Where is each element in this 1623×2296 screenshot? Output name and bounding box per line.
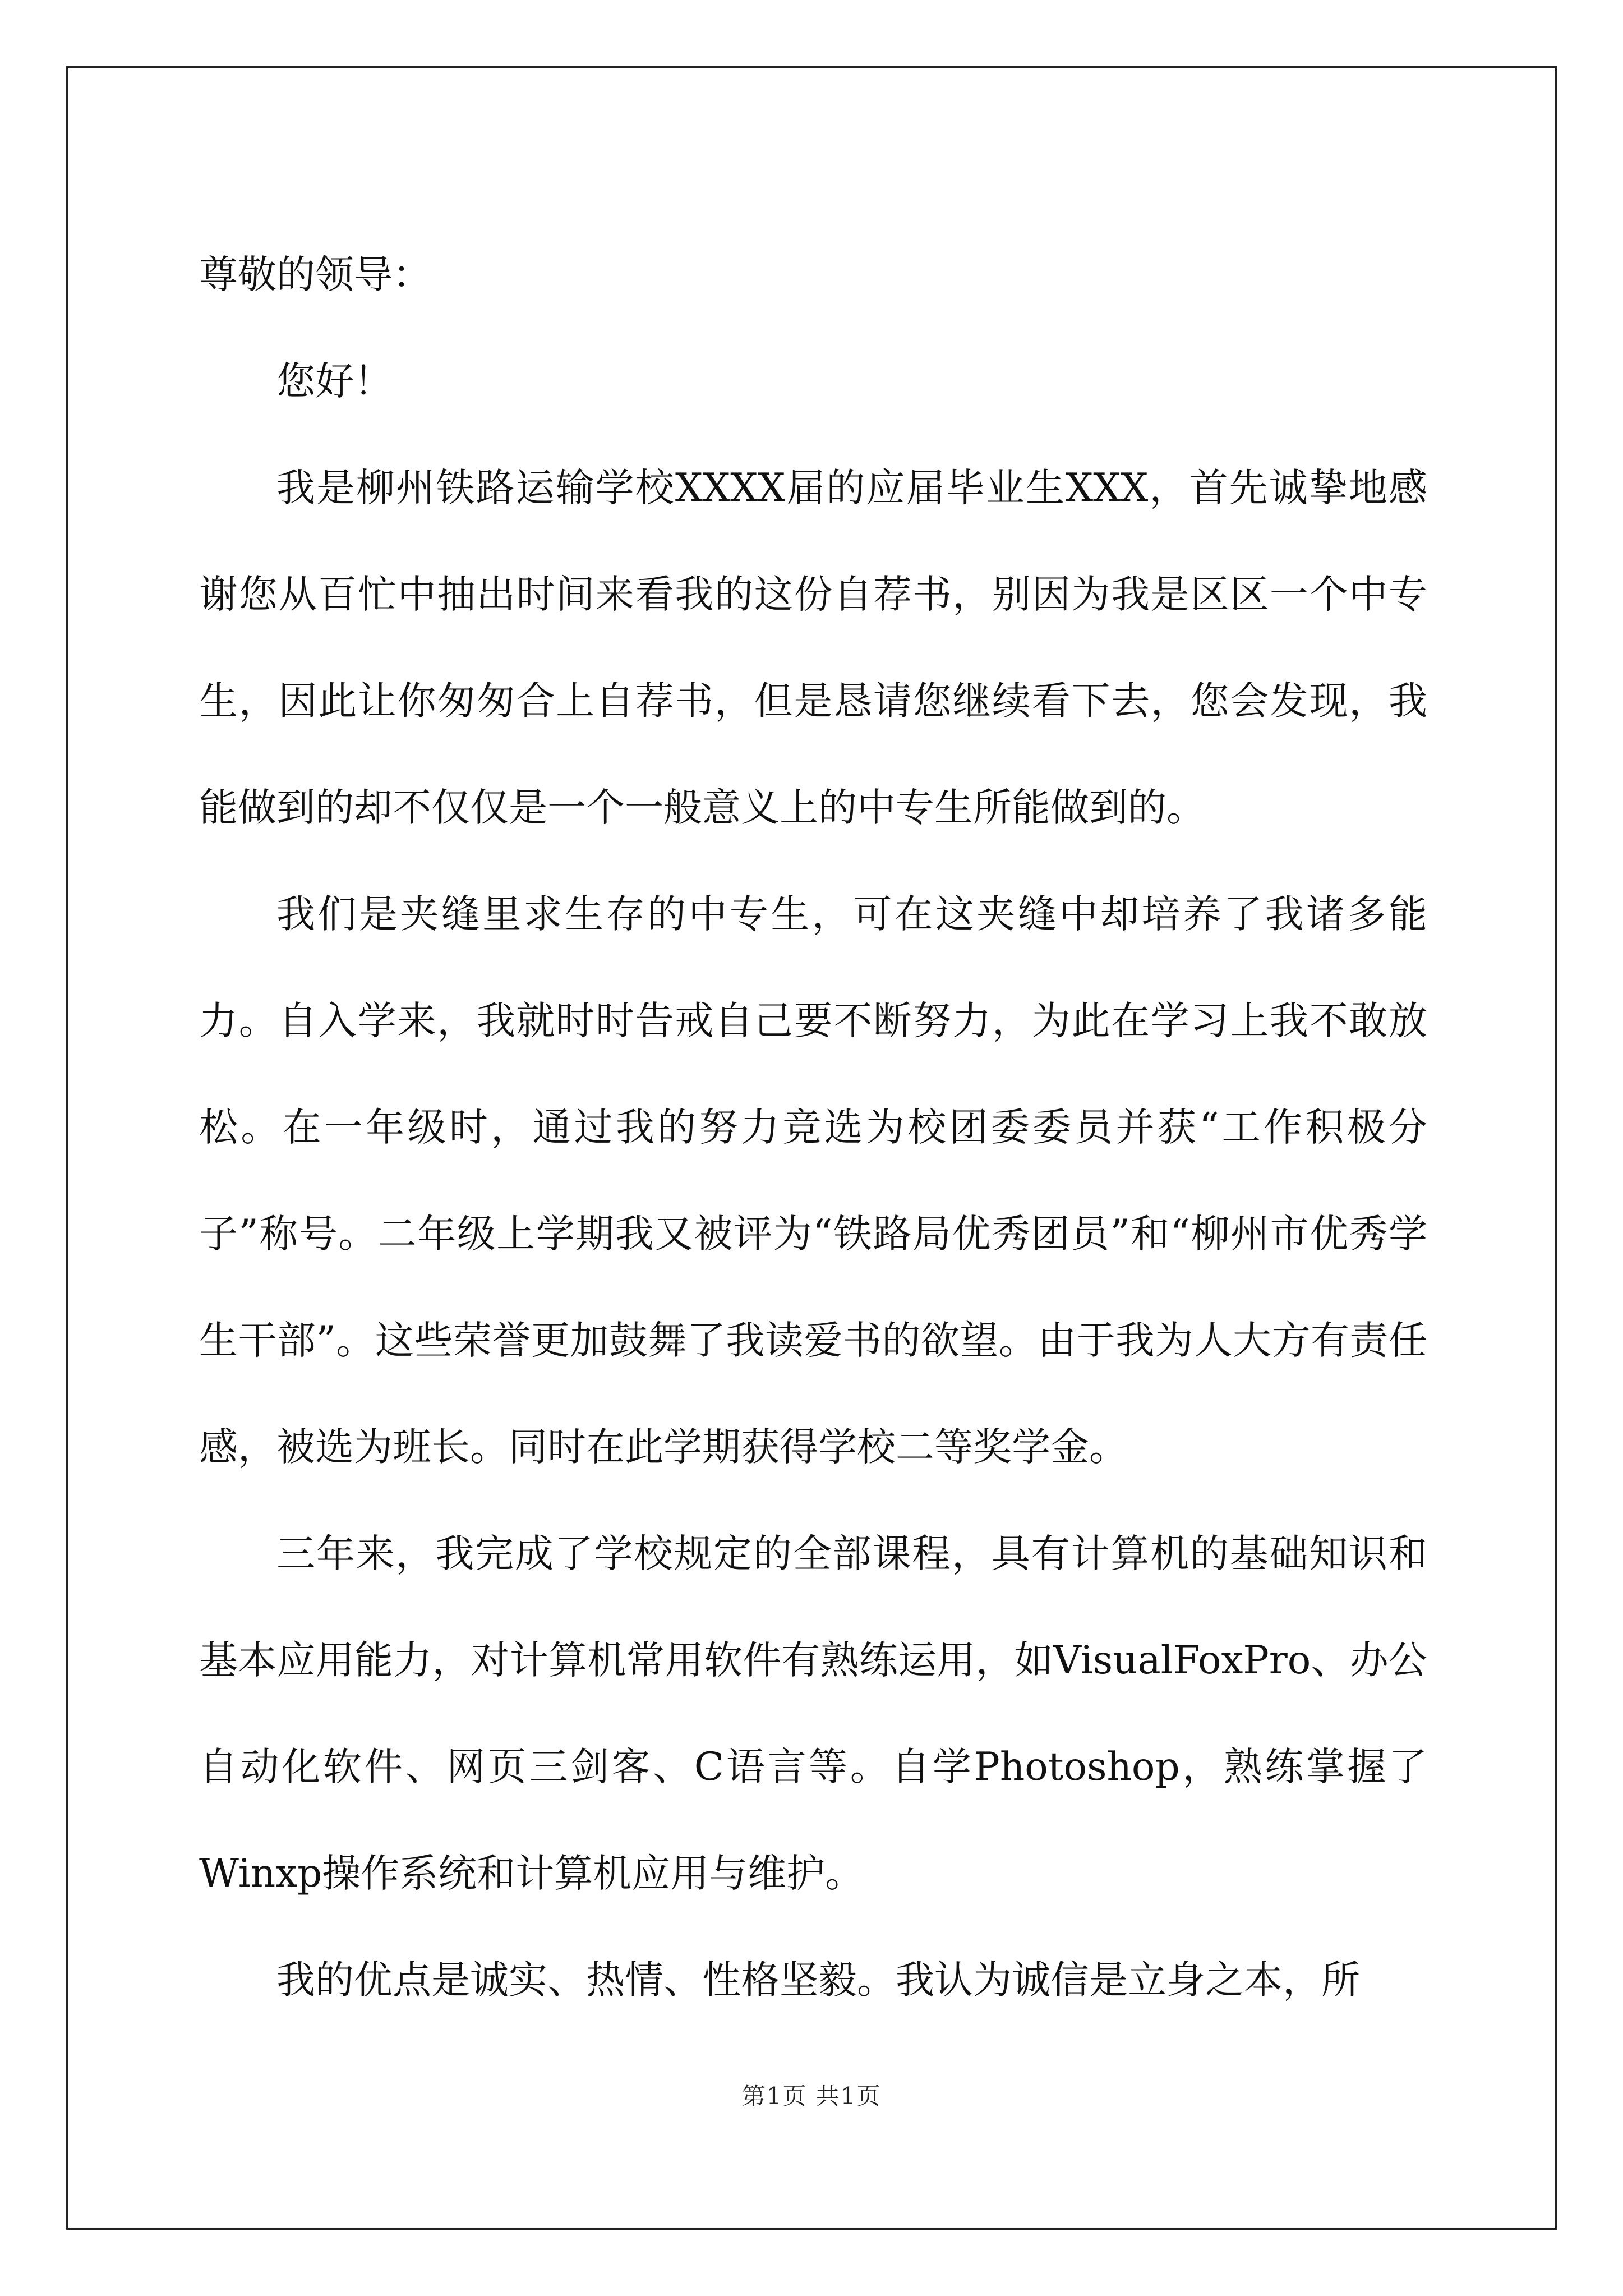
paragraph-achievements: 我们是夹缝里求生存的中专生，可在这夹缝中却培养了我诸多能力。自入学来，我就时时告戒自己要不断努力，为此在学习上我不敢放松。在一年级时，通过我的努力竞选为校团委委员并获“工作积极分子”称号。二年级上学期我又被评为“铁路局优秀团员”和“柳州市优秀学生干部”。这些荣誉更加鼓舞了我读爱书的欲望。由于我为人大方有责任感，被选为班长。同时在此学期获得学校二等奖学金。 <box>199 892 1427 1470</box>
paragraph-strengths: 我的优点是诚实、热情、性格坚毅。我认为诚信是立身之本，所 <box>276 1958 1360 2003</box>
paragraph-skills: 三年来，我完成了学校规定的全部课程，具有计算机的基础知识和基本应用能力，对计算机常用软件有熟练运用，如VisualFoxPro、办公自动化软件、网页三剑客、C语言等。自学Photoshop，熟练掌握了Winxp操作系统和计算机应用与维护。 <box>199 1531 1427 1896</box>
letter-body <box>199 222 1427 2033</box>
paragraph-introduction: 我是柳州铁路运输学校XXXX届的应届毕业生XXX，首先诚挚地感谢您从百忙中抽出时间来看我的这份自荐书，别因为我是区区一个中专生，因此让你匆匆合上自荐书，但是恳请您继续看下去，您会发现，我能做到的却不仅仅是一个一般意义上的中专生所能做到的。 <box>199 466 1427 830</box>
paragraph-greeting: 您好！ <box>276 359 393 404</box>
page-number-footer: 第1页 共1页 <box>741 2082 882 2110</box>
salutation: 尊敬的领导： <box>199 252 431 297</box>
